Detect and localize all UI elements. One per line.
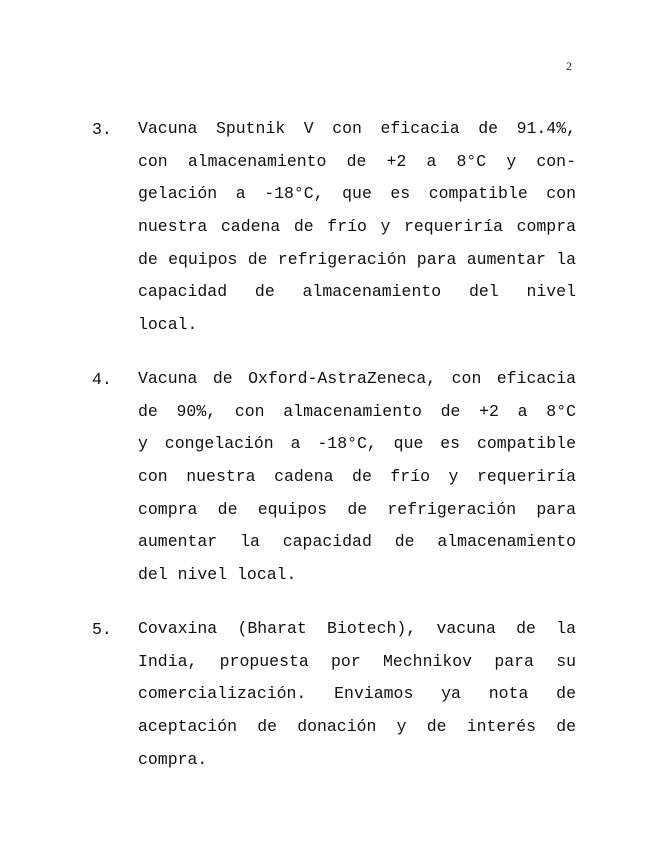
text-line: aumentar la capacidad de almacenamiento <box>138 532 576 552</box>
item-number: 5. <box>92 620 112 639</box>
text-line: India, propuesta por Mechnikov para su <box>138 651 576 671</box>
text-line: local. <box>138 315 198 335</box>
text-line: del nivel local. <box>138 565 297 585</box>
text-line: y congelación a -18°C, que es compatible <box>138 434 576 454</box>
item-text <box>138 113 576 342</box>
text-line: aceptación de donación y de interés de <box>138 717 576 737</box>
item-text <box>138 363 576 592</box>
text-line: capacidad de almacenamiento del nivel <box>138 282 576 302</box>
text-line: Covaxina (Bharat Biotech), vacuna de la <box>138 619 576 638</box>
page-number: 2 <box>566 59 572 73</box>
text-line: nuestra cadena de frío y requeriría compra <box>138 217 576 237</box>
text-line: Vacuna de Oxford-AstraZeneca, con eficacia <box>138 369 576 388</box>
text-line: con almacenamiento de +2 a 8°C y con- <box>138 151 576 171</box>
text-line: Vacuna Sputnik V con eficacia de 91.4%, <box>138 119 576 138</box>
text-line: con nuestra cadena de frío y requeriría <box>138 467 576 487</box>
item-number: 3. <box>92 120 112 139</box>
text-line: compra. <box>138 749 208 769</box>
text-line: de 90%, con almacenamiento de +2 a 8°C <box>138 401 576 421</box>
text-line: gelación a -18°C, que es compatible con <box>138 184 576 204</box>
text-line: compra de equipos de refrigeración para <box>138 499 576 519</box>
text-line: comercialización. Enviamos ya nota de <box>138 684 576 704</box>
text-line: de equipos de refrigeración para aumentar la <box>138 249 576 269</box>
item-text <box>138 613 576 776</box>
item-number: 4. <box>92 370 112 389</box>
